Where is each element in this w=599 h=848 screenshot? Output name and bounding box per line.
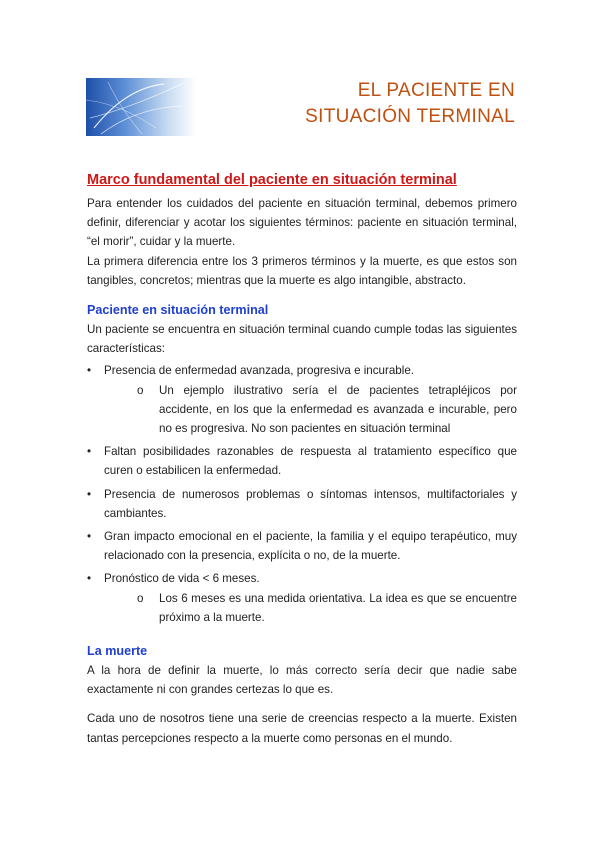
document-title [305, 78, 515, 130]
document-title-line-1: EL PACIENTE EN [357, 80, 515, 101]
paragraph: La primera diferencia entre los 3 primeros términos y la muerte, es que estos son tangibles, concretos; mientras que la muerte es algo intangible, abstracto. [87, 254, 517, 287]
list-item-text: Presencia de enfermedad avanzada, progresiva e incurable. [104, 364, 415, 378]
sub-list [104, 589, 517, 627]
paragraph: A la hora de definir la muerte, lo más correcto sería decir que nadie sabe exactamente ni con grandes certezas lo que es. [87, 664, 517, 697]
list-item [87, 485, 517, 523]
characteristics-list [87, 361, 517, 627]
list-item-text: Faltan posibilidades razonables de respuesta al tratamiento específico que curen o estabilicen la enfermedad. [104, 445, 517, 478]
sub-list-item: o Un ejemplo ilustrativo sería el de pacientes tetrapléjicos por accidente, en los que la enfermedad es avanzada e incurable, pero no es progresiva. No son pacientes en situación terminal [104, 381, 517, 439]
list-item [87, 442, 517, 480]
sub-list-item: o Los 6 meses es una medida orientativa. La idea es que se encuentre próximo a la muerte. [104, 589, 517, 627]
document-title-line-2: SITUACIÓN TERMINAL [305, 106, 515, 127]
list-item-text: Pronóstico de vida < 6 meses. [104, 572, 260, 586]
paragraph: Cada uno de nosotros tiene una serie de creencias respecto a la muerte. Existen tantas percepciones respecto a la muerte como personas en el mundo. [87, 712, 517, 745]
header-decorative-graphic [86, 78, 196, 136]
sub-list [104, 381, 517, 439]
list-item [87, 527, 517, 565]
subheading-death: La muerte [87, 644, 148, 659]
paragraph: Un paciente se encuentra en situación terminal cuando cumple todas las siguientes características: [87, 323, 517, 356]
list-item-text: Gran impacto emocional en el paciente, la familia y el equipo terapéutico, muy relacionado con la presencia, explícita o no, de la muerte. [104, 530, 517, 563]
section-heading: Marco fundamental del paciente en situación terminal [87, 172, 457, 188]
document-body [87, 170, 517, 748]
list-item [87, 569, 517, 627]
subheading-terminal-patient: Paciente en situación terminal [87, 303, 269, 318]
paragraph: Para entender los cuidados del paciente en situación terminal, debemos primero definir, diferenciar y acotar los siguientes términos: paciente en situación terminal, “el morir”, cuidar y la muerte. [87, 197, 517, 249]
list-item [87, 361, 517, 438]
list-item-text: Presencia de numerosos problemas o síntomas intensos, multifactoriales y cambiantes. [104, 487, 517, 520]
